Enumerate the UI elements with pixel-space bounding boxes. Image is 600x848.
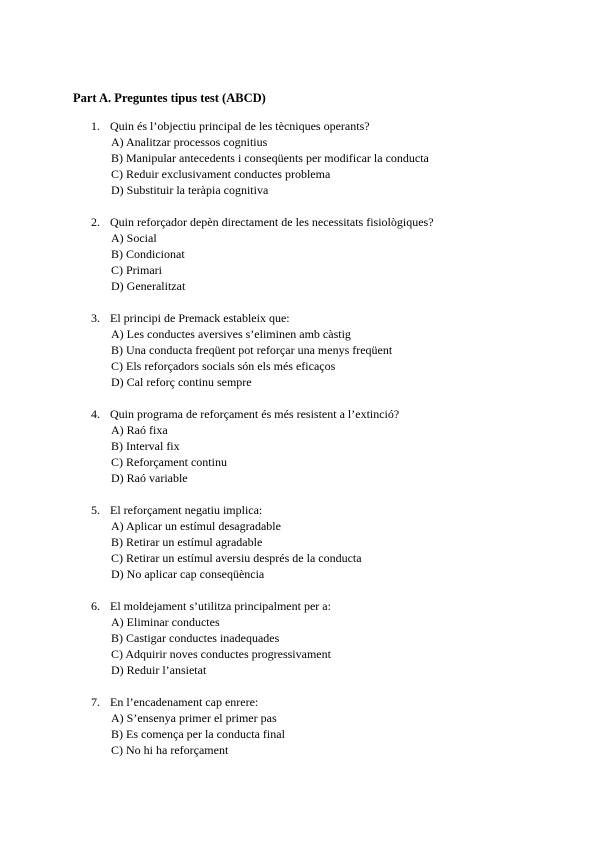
answer-option: A) Social [111, 231, 157, 245]
part-title: Part A. Preguntes tipus test (ABCD) [73, 91, 266, 105]
question-3 [0, 310, 600, 390]
question-number: 3. [91, 311, 100, 325]
answer-option: B) Es comença per la conducta final [111, 727, 285, 741]
answer-option: C) No hi ha reforçament [111, 743, 229, 757]
question-number: 6. [91, 599, 100, 613]
question-number: 4. [91, 407, 100, 421]
question-text: Quin és l’objectiu principal de les tècniques operants? [110, 119, 370, 133]
answer-option: D) Cal reforç continu sempre [111, 375, 252, 389]
answer-option: B) Condicionat [111, 247, 185, 261]
answer-option: D) Reduir l’ansietat [111, 663, 207, 677]
question-line [0, 118, 600, 134]
question-line [0, 598, 600, 614]
question-line [0, 502, 600, 518]
question-line [0, 694, 600, 710]
answer-option: C) Reforçament continu [111, 455, 227, 469]
question-line [0, 214, 600, 230]
question-number: 7. [91, 695, 100, 709]
answer-option: A) Raó fixa [111, 423, 168, 437]
question-line [0, 406, 600, 422]
answer-option: C) Retirar un estímul aversiu després de la conducta [111, 551, 362, 565]
answer-option: D) Substituir la teràpia cognitiva [111, 183, 269, 197]
answer-option: C) Reduir exclusivament conductes problema [111, 167, 331, 181]
answer-option: D) Raó variable [111, 471, 188, 485]
answer-option: B) Castigar conductes inadequades [111, 631, 280, 645]
answer-option: A) S’ensenya primer el primer pas [111, 711, 277, 725]
question-2 [0, 214, 600, 294]
answer-option: B) Interval fix [111, 439, 180, 453]
answer-option: D) No aplicar cap conseqüència [111, 567, 265, 581]
answer-option: D) Generalitzat [111, 279, 186, 293]
question-7 [0, 694, 600, 758]
question-6 [0, 598, 600, 678]
question-text: El reforçament negatiu implica: [110, 503, 263, 517]
question-1 [0, 118, 600, 198]
answer-option: B) Una conducta freqüent pot reforçar una menys freqüent [111, 343, 393, 357]
question-text: Quin reforçador depèn directament de les necessitats fisiològiques? [110, 215, 434, 229]
question-text: Quin programa de reforçament és més resistent a l’extinció? [110, 407, 400, 421]
question-4 [0, 406, 600, 486]
question-number: 5. [91, 503, 100, 517]
question-text: En l’encadenament cap enrere: [110, 695, 259, 709]
question-text: El moldejament s’utilitza principalment per a: [110, 599, 331, 613]
question-line [0, 310, 600, 326]
answer-option: B) Manipular antecedents i conseqüents per modificar la conducta [111, 151, 429, 165]
question-number: 2. [91, 215, 100, 229]
answer-option: C) Primari [111, 263, 162, 277]
answer-option: C) Els reforçadors socials són els més eficaços [111, 359, 336, 373]
question-number: 1. [91, 119, 100, 133]
answer-option: A) Eliminar conductes [111, 615, 220, 629]
question-5 [0, 502, 600, 582]
answer-option: A) Les conductes aversives s’eliminen amb càstig [111, 327, 351, 341]
answer-option: A) Analitzar processos cognitius [111, 135, 268, 149]
question-list [0, 118, 600, 774]
question-text: El principi de Premack estableix que: [110, 311, 290, 325]
answer-option: B) Retirar un estímul agradable [111, 535, 263, 549]
answer-option: A) Aplicar un estímul desagradable [111, 519, 281, 533]
answer-option: C) Adquirir noves conductes progressivament [111, 647, 331, 661]
